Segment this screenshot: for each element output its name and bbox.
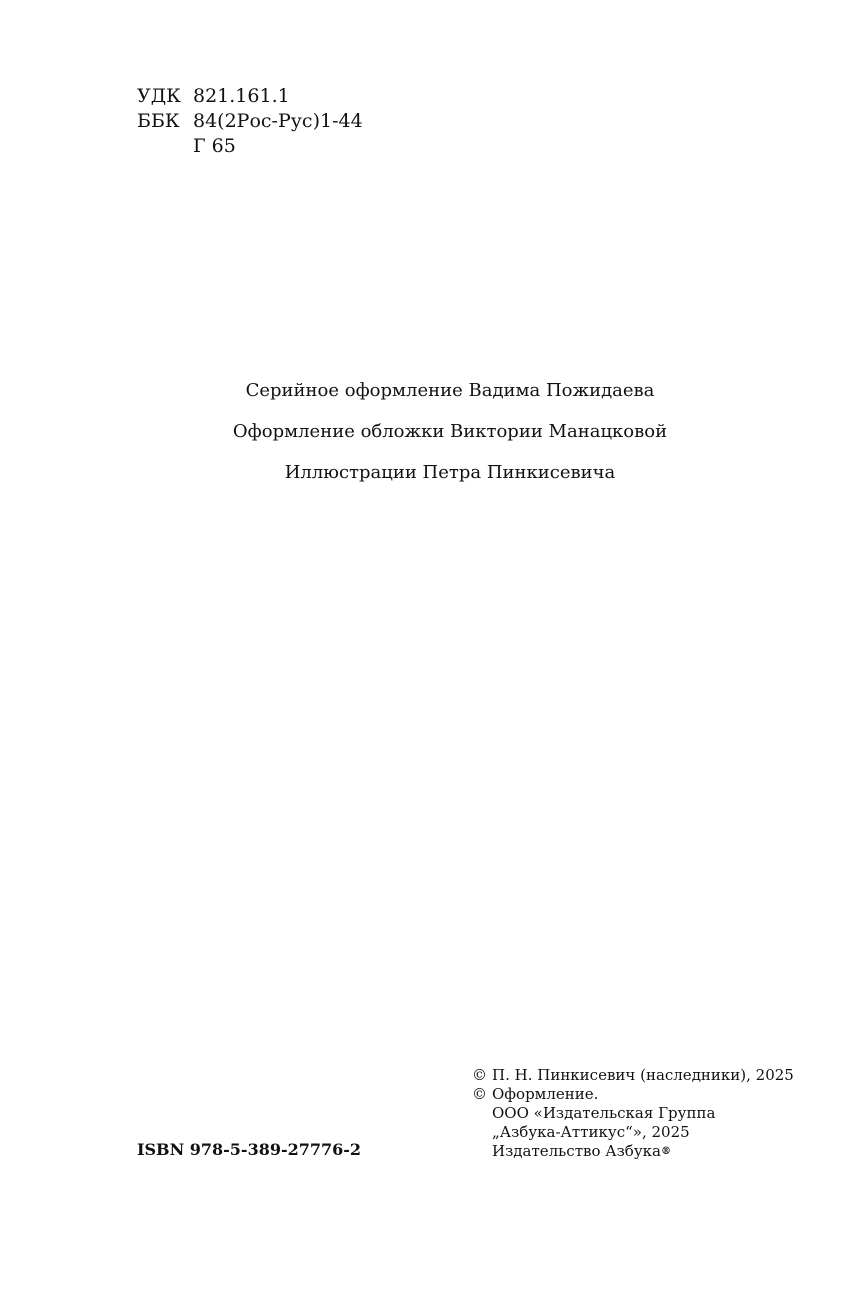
author-mark: Г 65 <box>193 135 236 157</box>
udk-row <box>137 84 363 109</box>
bbk-label: ББК <box>137 110 180 132</box>
illustrations-credit: Иллюстрации Петра Пинкисевича <box>284 462 616 483</box>
udk-label: УДК <box>137 85 181 107</box>
copyright-line-3 <box>472 1104 794 1123</box>
cover-design-credit: Оформление обложки Виктории Манацковой <box>232 421 668 442</box>
copyright-holder-text: П. Н. Пинкисевич (наследники), 2025 <box>492 1066 794 1084</box>
copyright-line-5 <box>472 1142 794 1161</box>
author-mark-row <box>137 134 363 159</box>
copyright-icon: © <box>472 1085 487 1103</box>
bbk-value: 84(2Рос-Рус)1-44 <box>193 110 363 132</box>
design-copyright-text: Оформление. <box>492 1085 599 1103</box>
copyright-line-2 <box>472 1085 794 1104</box>
publisher-group-text: ООО «Издательская Группа <box>492 1104 716 1122</box>
credits-block <box>0 376 856 499</box>
copyright-line-4 <box>472 1123 794 1142</box>
classification-block <box>137 84 363 159</box>
udk-value: 821.161.1 <box>193 85 290 107</box>
copyright-icon: © <box>472 1066 487 1084</box>
copyright-block <box>472 1066 794 1161</box>
bbk-row <box>137 109 363 134</box>
publishing-house-text: Издательство Азбука <box>492 1142 661 1160</box>
series-design-credit: Серийное оформление Вадима Пожидаева <box>245 380 655 401</box>
publisher-name-year: „Азбука-Аттикус“», 2025 <box>492 1123 690 1141</box>
isbn: ISBN 978-5-389-27776-2 <box>137 1140 362 1159</box>
copyright-line-1 <box>472 1066 794 1085</box>
registered-trademark-icon: ® <box>660 1146 671 1157</box>
